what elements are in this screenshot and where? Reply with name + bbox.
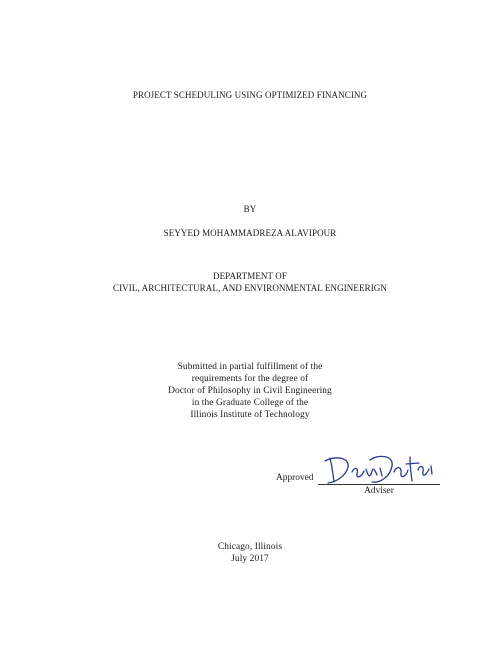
- submission-line: Doctor of Philosophy in Civil Engineering: [168, 386, 332, 396]
- author-name: SEYYED MOHAMMADREZA ALAVIPOUR: [163, 228, 337, 238]
- department-line-2: CIVIL, ARCHITECTURAL, AND ENVIRONMENTAL ENGINEERIGN: [112, 283, 388, 293]
- department-line-1: DEPARTMENT OF: [212, 271, 288, 281]
- by-label: BY: [243, 204, 257, 214]
- date: July 2017: [231, 554, 269, 564]
- adviser-signature: [322, 452, 442, 488]
- submission-line: in the Graduate College of the: [191, 398, 309, 408]
- thesis-title: PROJECT SCHEDULING USING OPTIMIZED FINANCING: [132, 90, 368, 100]
- adviser-label: Adviser: [364, 486, 394, 496]
- submission-line: Illinois Institute of Technology: [190, 410, 310, 420]
- submission-line: requirements for the degree of: [191, 374, 309, 384]
- submission-line: Submitted in partial fulfillment of the: [177, 362, 323, 372]
- approval-block: [0, 452, 500, 502]
- approved-label: Approved: [276, 473, 314, 483]
- location: Chicago, Illinois: [217, 542, 283, 552]
